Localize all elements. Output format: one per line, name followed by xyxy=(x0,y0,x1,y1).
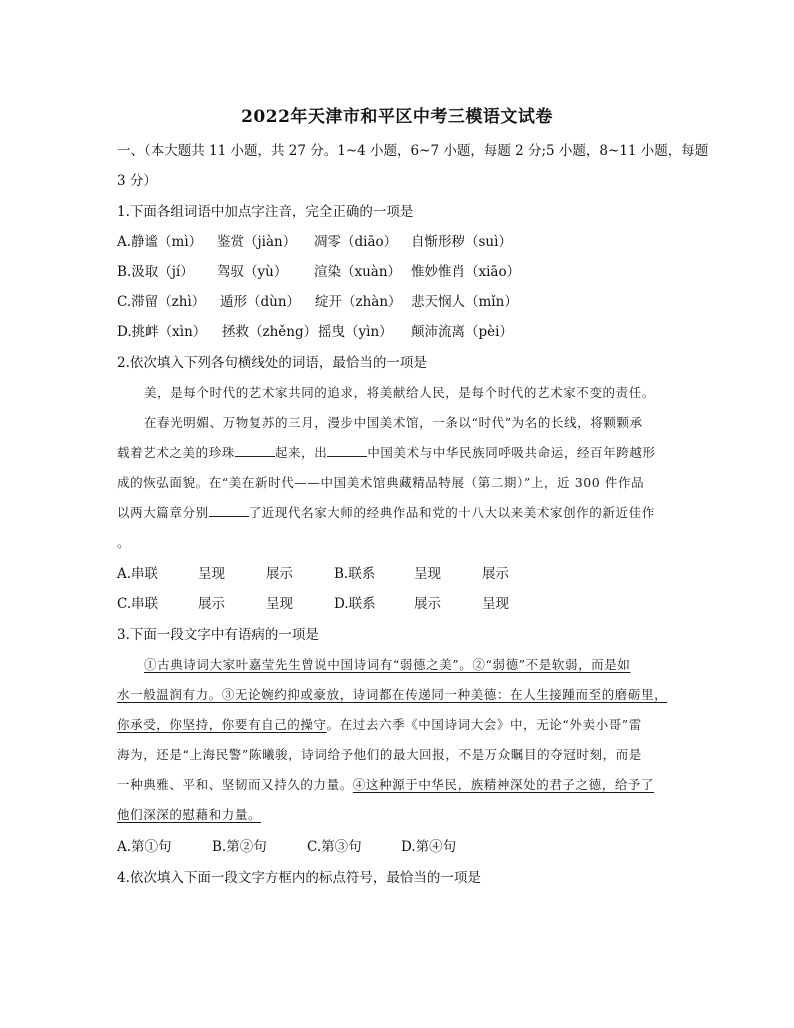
fill-blank-1 xyxy=(235,444,275,457)
option-cell: C.串联 xyxy=(117,596,159,612)
q3-options-row xyxy=(117,837,456,857)
q1-option-c xyxy=(117,292,518,312)
option-cell: 遁形（dùn） xyxy=(220,294,301,310)
option-cell: 展示 xyxy=(414,596,441,612)
section-header-line-1: 一、（本大题共 11 小题，共 27 分。1~4 小题，6~7 小题，每题 2 分;5 小题，8~11 小题，每题 xyxy=(117,143,709,159)
q2-passage-line-1: 美，是每个时代的艺术家共同的追求，将美献给人民，是每个时代的艺术家不变的责任。 xyxy=(144,385,655,400)
option-cell: 摇曳（yìn） xyxy=(318,324,393,340)
option-cell: A.第①句 xyxy=(117,839,172,855)
q3-passage-line-1: ①古典诗词大家叶嘉莹先生曾说中国诗词有“弱德之美”。②“弱德”不是软弱，而是如 xyxy=(144,657,631,672)
q2-options-row-2 xyxy=(117,594,509,614)
fill-blank-3 xyxy=(209,504,249,517)
option-cell: 展示 xyxy=(482,566,509,582)
q3-passage-line-6: 他们深深的慰藉和力量。 xyxy=(117,807,262,822)
fill-blank-2 xyxy=(327,444,367,457)
q4-stem: 4.依次填入下面一段文字方框内的标点符号，最恰当的一项是 xyxy=(117,870,481,886)
passage-text: 一种典雅、平和、坚韧而又持久的力量。 xyxy=(117,777,353,792)
option-cell: A.串联 xyxy=(117,566,159,582)
option-cell: D.第④句 xyxy=(401,839,457,855)
option-cell: 鉴赏（jiàn） xyxy=(217,234,297,250)
q1-option-b xyxy=(117,262,520,282)
passage-text: 载着艺术之美的珍珠 xyxy=(117,445,235,460)
option-cell: 展示 xyxy=(198,596,225,612)
q1-option-d xyxy=(117,322,513,342)
option-cell: 渲染（xuàn） xyxy=(314,264,402,280)
option-cell: 悲天悯人（mǐn） xyxy=(411,294,518,310)
q1-stem: 1.下面各组词语中加点字注音，完全正确的一项是 xyxy=(117,204,414,220)
option-cell: 呈现 xyxy=(198,566,225,582)
option-cell: B.第②句 xyxy=(212,839,267,855)
passage-text-underlined: 你承受，你坚持，你要有自己的操守 xyxy=(117,717,327,732)
option-cell: 颠沛流离（pèi） xyxy=(411,324,513,340)
q1-option-a xyxy=(117,232,512,252)
option-cell: B.联系 xyxy=(334,566,376,582)
q3-passage-line-3 xyxy=(117,715,677,735)
section-header-line-2: 3 分） xyxy=(117,173,157,189)
option-cell: 绽开（zhàn） xyxy=(315,294,402,310)
option-cell: 呈现 xyxy=(482,596,509,612)
option-cell: 自惭形秽（suì） xyxy=(411,234,512,250)
passage-text: 。在过去六季《中国诗词大会》中，无论“外卖小哥”雷 xyxy=(326,717,642,732)
passage-text-underlined: ④这种源于中华民，族精神深处的君子之德，给予了 xyxy=(352,777,655,792)
page-title: 2022年天津市和平区中考三模语文试卷 xyxy=(241,107,553,127)
option-cell: 拯救（zhěng） xyxy=(222,324,318,340)
option-cell: 凋零（diāo） xyxy=(314,234,398,250)
passage-text: 中国美术与中华民族同呼吸共命运，经百年跨越形 xyxy=(367,445,656,460)
option-cell: 驾驭（yù） xyxy=(217,264,288,280)
q3-passage-line-4: 海为，还是“上海民警”陈曦骏，诗词给予他们的最大回报，不是万众瞩目的夺冠时刻，而是 xyxy=(117,747,642,762)
option-cell: C.滞留（zhì） xyxy=(117,294,206,310)
q2-passage-line-6: 。 xyxy=(117,535,131,550)
option-cell: A.静谧（mì） xyxy=(117,234,203,250)
q3-passage-line-5 xyxy=(117,775,677,795)
q3-stem: 3.下面一段文字中有语病的一项是 xyxy=(117,627,319,643)
q2-stem: 2.依次填入下列各句横线处的词语，最恰当的一项是 xyxy=(117,355,427,371)
q2-passage-line-4: 成的恢弘面貌。在“美在新时代——中国美术馆典藏精品特展（第二期）”上，近 300 件作品 xyxy=(117,475,645,490)
q2-passage-line-3 xyxy=(117,443,677,463)
option-cell: C.第③句 xyxy=(307,839,362,855)
option-cell: 呈现 xyxy=(266,596,293,612)
option-cell: D.联系 xyxy=(334,596,376,612)
passage-text: 了近现代名家大师的经典作品和党的十八大以来美术家创作的新近佳作 xyxy=(248,505,655,520)
option-cell: 展示 xyxy=(266,566,293,582)
q2-passage-line-2: 在春光明媚、万物复苏的三月，漫步中国美术馆，一条以“时代”为名的长线，将颗颗承 xyxy=(144,415,643,430)
option-cell: 呈现 xyxy=(414,566,441,582)
option-cell: D.挑衅（xìn） xyxy=(117,324,207,340)
q2-passage-line-5 xyxy=(117,503,677,523)
option-cell: B.汲取（jí） xyxy=(117,264,194,280)
option-cell: 惟妙惟肖（xiāo） xyxy=(411,264,521,280)
q3-passage-line-2: 水一般温润有力。③无论婉约抑或豪放，诗词都在传递同一种美德：在人生接踵而至的磨砺里， xyxy=(117,687,668,702)
passage-text: 以两大篇章分别 xyxy=(117,505,209,520)
passage-text: 起来，出 xyxy=(274,445,328,460)
q2-options-row-1 xyxy=(117,564,509,584)
